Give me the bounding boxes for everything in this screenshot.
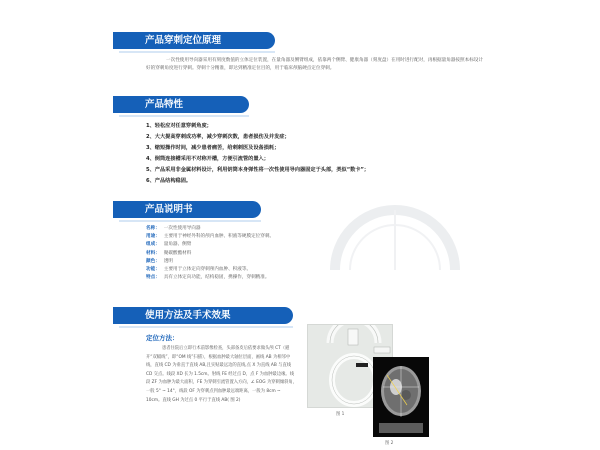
spec-value: 量角器、侧臂: [163, 242, 192, 248]
figure-1-caption: 图 1: [336, 412, 345, 417]
list-item: 6、产品结构稳固。: [146, 178, 192, 185]
list-item: 5、产品采用非金属材料设计，利用钥筒本身弹性将一次性使用导向器固定于头部，类似“数卡”；: [146, 167, 370, 174]
method-paragraph: 患者住院后立即行术前影像检查，头部备皮后依要求做头颅 CT（避开“双幅线”，即“OM 线”扫描），根据血肿最大轴位层面，画线 AB 为相邻中线，直线 CD 为垂直于直线 AB,且实贴最远边的直线,点 X 为直线 AB 与直线 CD 交点。线段 XD 长为 1.5cm。射线 FE 经过点 D，点 F 为血肿最边缘。线段 ZF 为血肿为最大面积，FE 为穿刺引流管置入方向，∠ EOG 为穿刺倾斜角，一般 5° ~ 14°，线段 OF 为穿刺点到血肿最远端距离，一般为 8cm ~ 10cm。直线 GH 为过点 0 平行于直线 AB( 图 2): [146, 346, 298, 403]
list-item: 2、大大提高穿刺成功率，减少穿刺次数，患者损伤及并发症；: [146, 134, 290, 141]
spec-row: [146, 266, 274, 274]
spec-label: 用途：: [146, 234, 160, 240]
spec-value: 主要用于立体定向穿刺颅内血肿、积液等。: [163, 267, 252, 273]
principle-paragraph: 一次性使用导向器采用有刻度数值的立体定位装置，在量角器及侧臂组成，依靠两个侧臂、健康角器（刻度盘）在用时进行配对，再根据量角器按照本标设计好的穿刺角度进行穿刺。穿刺十分精准，即达到精准定位目的，用于临床颅脑硬点定位穿刺。: [146, 58, 483, 72]
list-item: 3、缩短操作时间，减少患者痛苦，给刺刺医及设备损耗；: [146, 145, 280, 152]
spec-label: 材料：: [146, 250, 160, 256]
spec-label: 功能：: [146, 267, 160, 273]
section-title: 使用方法及手术效果: [145, 310, 231, 321]
spec-row: [146, 233, 274, 241]
section-title: 产品穿刺定位原理: [145, 35, 222, 46]
ct-scan-image: [373, 357, 429, 437]
spec-row: [146, 241, 274, 249]
section-header-features: [119, 96, 249, 113]
list-item: 4、倒筒连接槽采用不对称开槽，方便引流管的置入；: [146, 156, 269, 163]
ct-scan-illustration: [373, 357, 429, 437]
section-header-usage: [119, 307, 293, 324]
spec-row: [146, 274, 274, 282]
figure-2-caption: 图 2: [385, 441, 394, 446]
spec-row: [146, 258, 274, 266]
list-item: 1、轻松应对任意穿刺角度；: [146, 123, 212, 129]
spec-label: 特点：: [146, 275, 160, 281]
spec-value: 透明: [163, 258, 173, 264]
section-title: 产品特性: [145, 99, 184, 110]
spec-label: 组成：: [146, 242, 160, 248]
section-title: 产品说明书: [145, 204, 193, 215]
positioning-subtitle: 定位方法：: [146, 334, 179, 342]
features-list: [146, 121, 369, 188]
spec-value: 一次性使用导向器: [163, 226, 201, 231]
spec-value: 具有立体定向功能，结构稳固，携操作，穿刺精准。: [163, 275, 270, 281]
spec-label: 颜色：: [146, 258, 160, 264]
spec-label: 名称：: [146, 226, 160, 231]
section-header-principle: [119, 32, 275, 49]
spec-row: [146, 250, 274, 258]
spec-value: 主要用于神经外科的颅内血肿、积液等硬膜定位穿刺。: [163, 234, 275, 240]
spec-row: [146, 225, 274, 233]
section-header-manual: [119, 201, 261, 218]
spec-value: 聚碳酸酯材料: [163, 250, 192, 256]
spec-list: [146, 225, 274, 282]
